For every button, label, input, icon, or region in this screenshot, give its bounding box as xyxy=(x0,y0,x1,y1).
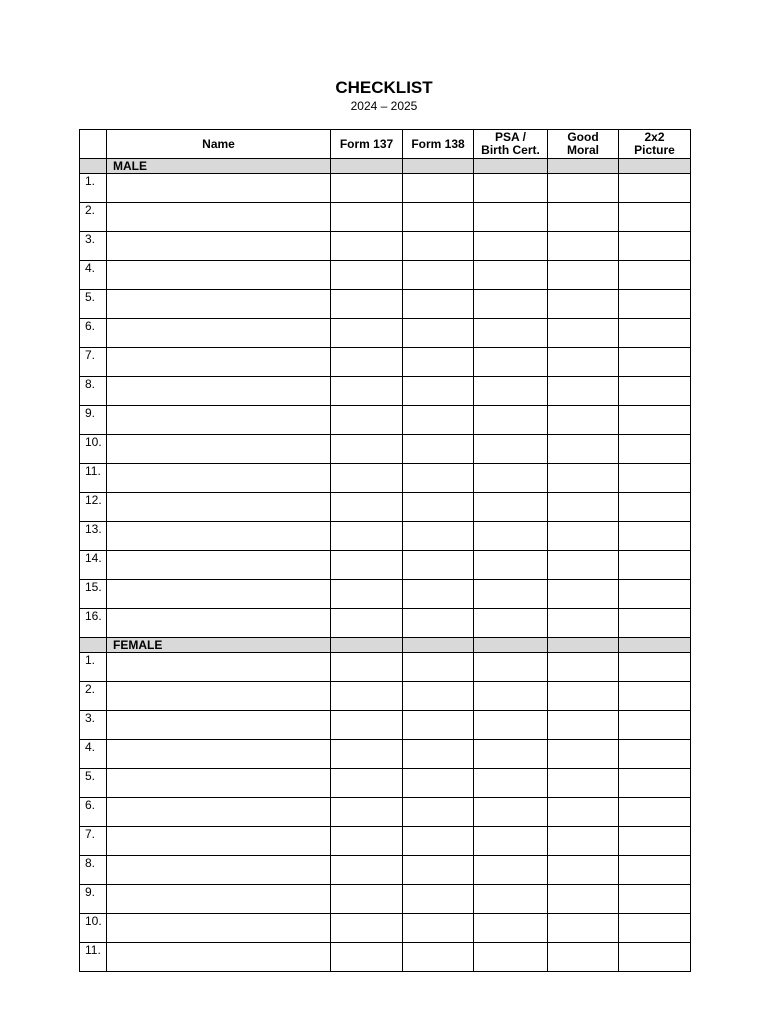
section-label: MALE xyxy=(107,159,331,174)
form137-cell xyxy=(331,914,403,943)
table-row xyxy=(80,261,691,290)
psa-cell xyxy=(474,232,548,261)
col-header-picture xyxy=(619,130,691,159)
section-header-cell xyxy=(403,638,474,653)
psa-cell xyxy=(474,348,548,377)
table-row xyxy=(80,827,691,856)
row-number: 6. xyxy=(80,319,107,348)
form138-cell xyxy=(403,290,474,319)
row-number: 9. xyxy=(80,406,107,435)
row-number: 1. xyxy=(80,653,107,682)
psa-cell xyxy=(474,856,548,885)
form137-cell xyxy=(331,232,403,261)
form138-cell xyxy=(403,798,474,827)
name-cell xyxy=(107,493,331,522)
good-moral-cell xyxy=(548,174,619,203)
form138-cell xyxy=(403,711,474,740)
name-cell xyxy=(107,609,331,638)
section-header-cell xyxy=(548,159,619,174)
row-number: 4. xyxy=(80,261,107,290)
form138-cell xyxy=(403,203,474,232)
section-header-cell xyxy=(548,638,619,653)
form137-cell xyxy=(331,885,403,914)
table-row xyxy=(80,914,691,943)
form137-cell xyxy=(331,682,403,711)
name-cell xyxy=(107,885,331,914)
form138-cell xyxy=(403,653,474,682)
picture-cell xyxy=(619,580,691,609)
psa-cell xyxy=(474,493,548,522)
form138-cell xyxy=(403,856,474,885)
row-number: 2. xyxy=(80,682,107,711)
table-row xyxy=(80,740,691,769)
good-moral-cell xyxy=(548,827,619,856)
psa-cell xyxy=(474,435,548,464)
picture-cell xyxy=(619,609,691,638)
table-row xyxy=(80,232,691,261)
good-moral-cell xyxy=(548,232,619,261)
table-row xyxy=(80,769,691,798)
form137-cell xyxy=(331,769,403,798)
section-header-cell xyxy=(331,159,403,174)
picture-cell xyxy=(619,740,691,769)
good-moral-cell xyxy=(548,377,619,406)
good-moral-cell xyxy=(548,682,619,711)
col-header-psa-line2: Birth Cert. xyxy=(481,143,540,157)
good-moral-cell xyxy=(548,769,619,798)
psa-cell xyxy=(474,464,548,493)
row-number: 11. xyxy=(80,943,107,972)
psa-cell xyxy=(474,740,548,769)
good-moral-cell xyxy=(548,551,619,580)
table-row xyxy=(80,406,691,435)
row-number: 5. xyxy=(80,290,107,319)
row-number: 7. xyxy=(80,348,107,377)
name-cell xyxy=(107,174,331,203)
picture-cell xyxy=(619,319,691,348)
section-header-cell xyxy=(474,159,548,174)
psa-cell xyxy=(474,711,548,740)
good-moral-cell xyxy=(548,740,619,769)
table-row xyxy=(80,682,691,711)
psa-cell xyxy=(474,580,548,609)
row-number: 3. xyxy=(80,232,107,261)
form138-cell xyxy=(403,493,474,522)
col-header-name: Name xyxy=(107,130,331,159)
col-header-picture-line2: Picture xyxy=(634,143,675,157)
form138-cell xyxy=(403,435,474,464)
form138-cell xyxy=(403,885,474,914)
table-row xyxy=(80,290,691,319)
form137-cell xyxy=(331,406,403,435)
table-row xyxy=(80,464,691,493)
picture-cell xyxy=(619,348,691,377)
name-cell xyxy=(107,914,331,943)
name-cell xyxy=(107,580,331,609)
good-moral-cell xyxy=(548,493,619,522)
form137-cell xyxy=(331,827,403,856)
table-row xyxy=(80,885,691,914)
table-row xyxy=(80,943,691,972)
row-number: 16. xyxy=(80,609,107,638)
good-moral-cell xyxy=(548,406,619,435)
psa-cell xyxy=(474,682,548,711)
psa-cell xyxy=(474,885,548,914)
name-cell xyxy=(107,232,331,261)
form138-cell xyxy=(403,232,474,261)
good-moral-cell xyxy=(548,943,619,972)
name-cell xyxy=(107,464,331,493)
name-cell xyxy=(107,522,331,551)
name-cell xyxy=(107,856,331,885)
picture-cell xyxy=(619,290,691,319)
table-row xyxy=(80,609,691,638)
good-moral-cell xyxy=(548,464,619,493)
name-cell xyxy=(107,827,331,856)
psa-cell xyxy=(474,943,548,972)
name-cell xyxy=(107,798,331,827)
table-row xyxy=(80,580,691,609)
form138-cell xyxy=(403,522,474,551)
picture-cell xyxy=(619,798,691,827)
row-number: 7. xyxy=(80,827,107,856)
form137-cell xyxy=(331,798,403,827)
form137-cell xyxy=(331,493,403,522)
form137-cell xyxy=(331,609,403,638)
form138-cell xyxy=(403,348,474,377)
section-header-female xyxy=(80,638,691,653)
form138-cell xyxy=(403,740,474,769)
picture-cell xyxy=(619,493,691,522)
form137-cell xyxy=(331,203,403,232)
form137-cell xyxy=(331,856,403,885)
picture-cell xyxy=(619,522,691,551)
name-cell xyxy=(107,319,331,348)
form138-cell xyxy=(403,174,474,203)
row-number: 11. xyxy=(80,464,107,493)
good-moral-cell xyxy=(548,914,619,943)
picture-cell xyxy=(619,943,691,972)
table-row xyxy=(80,856,691,885)
form138-cell xyxy=(403,551,474,580)
picture-cell xyxy=(619,377,691,406)
psa-cell xyxy=(474,406,548,435)
row-number: 14. xyxy=(80,551,107,580)
picture-cell xyxy=(619,711,691,740)
row-number: 9. xyxy=(80,885,107,914)
row-number: 2. xyxy=(80,203,107,232)
form137-cell xyxy=(331,435,403,464)
picture-cell xyxy=(619,914,691,943)
table-row xyxy=(80,493,691,522)
row-number: 12. xyxy=(80,493,107,522)
picture-cell xyxy=(619,682,691,711)
picture-cell xyxy=(619,174,691,203)
form137-cell xyxy=(331,653,403,682)
name-cell xyxy=(107,943,331,972)
row-number: 10. xyxy=(80,914,107,943)
psa-cell xyxy=(474,377,548,406)
section-label: FEMALE xyxy=(107,638,331,653)
row-number: 4. xyxy=(80,740,107,769)
form137-cell xyxy=(331,464,403,493)
form138-cell xyxy=(403,464,474,493)
good-moral-cell xyxy=(548,348,619,377)
col-header-picture-line1: 2x2 xyxy=(644,130,665,144)
col-header-psa xyxy=(474,130,548,159)
col-header-psa-line1: PSA / xyxy=(495,130,526,144)
table-row xyxy=(80,551,691,580)
picture-cell xyxy=(619,653,691,682)
good-moral-cell xyxy=(548,653,619,682)
form138-cell xyxy=(403,682,474,711)
good-moral-cell xyxy=(548,798,619,827)
psa-cell xyxy=(474,522,548,551)
name-cell xyxy=(107,406,331,435)
name-cell xyxy=(107,203,331,232)
row-number: 8. xyxy=(80,377,107,406)
picture-cell xyxy=(619,769,691,798)
good-moral-cell xyxy=(548,435,619,464)
psa-cell xyxy=(474,769,548,798)
col-header-form137: Form 137 xyxy=(331,130,403,159)
psa-cell xyxy=(474,609,548,638)
picture-cell xyxy=(619,435,691,464)
form137-cell xyxy=(331,943,403,972)
form137-cell xyxy=(331,348,403,377)
form138-cell xyxy=(403,261,474,290)
name-cell xyxy=(107,348,331,377)
psa-cell xyxy=(474,203,548,232)
form138-cell xyxy=(403,377,474,406)
row-number: 13. xyxy=(80,522,107,551)
good-moral-cell xyxy=(548,885,619,914)
good-moral-cell xyxy=(548,319,619,348)
good-moral-cell xyxy=(548,261,619,290)
name-cell xyxy=(107,551,331,580)
row-number: 3. xyxy=(80,711,107,740)
checklist-table xyxy=(79,129,691,972)
table-row xyxy=(80,522,691,551)
name-cell xyxy=(107,653,331,682)
psa-cell xyxy=(474,653,548,682)
row-number: 8. xyxy=(80,856,107,885)
form137-cell xyxy=(331,261,403,290)
col-header-number xyxy=(80,130,107,159)
table-row xyxy=(80,319,691,348)
document-title: CHECKLIST xyxy=(335,78,433,97)
row-number: 10. xyxy=(80,435,107,464)
picture-cell xyxy=(619,885,691,914)
name-cell xyxy=(107,682,331,711)
name-cell xyxy=(107,769,331,798)
form137-cell xyxy=(331,580,403,609)
psa-cell xyxy=(474,798,548,827)
good-moral-cell xyxy=(548,522,619,551)
picture-cell xyxy=(619,232,691,261)
table-row xyxy=(80,798,691,827)
form138-cell xyxy=(403,609,474,638)
form138-cell xyxy=(403,580,474,609)
row-number: 5. xyxy=(80,769,107,798)
form138-cell xyxy=(403,943,474,972)
name-cell xyxy=(107,377,331,406)
name-cell xyxy=(107,711,331,740)
form137-cell xyxy=(331,377,403,406)
header-row xyxy=(80,130,691,159)
form138-cell xyxy=(403,769,474,798)
row-number: 1. xyxy=(80,174,107,203)
name-cell xyxy=(107,435,331,464)
section-header-cell xyxy=(619,159,691,174)
form137-cell xyxy=(331,740,403,769)
table-row xyxy=(80,174,691,203)
col-header-good-moral xyxy=(548,130,619,159)
form137-cell xyxy=(331,522,403,551)
picture-cell xyxy=(619,203,691,232)
good-moral-cell xyxy=(548,580,619,609)
good-moral-cell xyxy=(548,711,619,740)
section-header-cell xyxy=(619,638,691,653)
form137-cell xyxy=(331,319,403,348)
good-moral-cell xyxy=(548,609,619,638)
form138-cell xyxy=(403,827,474,856)
good-moral-cell xyxy=(548,856,619,885)
form137-cell xyxy=(331,290,403,319)
table-row xyxy=(80,348,691,377)
section-header-cell xyxy=(403,159,474,174)
col-header-form138: Form 138 xyxy=(403,130,474,159)
name-cell xyxy=(107,290,331,319)
table-row xyxy=(80,653,691,682)
picture-cell xyxy=(619,551,691,580)
picture-cell xyxy=(619,464,691,493)
school-year: 2024 – 2025 xyxy=(350,99,418,113)
psa-cell xyxy=(474,319,548,348)
form137-cell xyxy=(331,174,403,203)
psa-cell xyxy=(474,551,548,580)
section-header-cell xyxy=(474,638,548,653)
picture-cell xyxy=(619,406,691,435)
form138-cell xyxy=(403,914,474,943)
psa-cell xyxy=(474,827,548,856)
form137-cell xyxy=(331,551,403,580)
psa-cell xyxy=(474,914,548,943)
table-row xyxy=(80,711,691,740)
good-moral-cell xyxy=(548,203,619,232)
table-row xyxy=(80,203,691,232)
psa-cell xyxy=(474,290,548,319)
name-cell xyxy=(107,261,331,290)
section-header-cell xyxy=(80,638,107,653)
psa-cell xyxy=(474,261,548,290)
section-header-cell xyxy=(80,159,107,174)
row-number: 15. xyxy=(80,580,107,609)
section-header-cell xyxy=(331,638,403,653)
row-number: 6. xyxy=(80,798,107,827)
picture-cell xyxy=(619,856,691,885)
good-moral-cell xyxy=(548,290,619,319)
section-header-male xyxy=(80,159,691,174)
col-header-good-moral-line1: Good xyxy=(567,130,599,144)
form137-cell xyxy=(331,711,403,740)
table-row xyxy=(80,377,691,406)
picture-cell xyxy=(619,827,691,856)
psa-cell xyxy=(474,174,548,203)
form138-cell xyxy=(403,319,474,348)
picture-cell xyxy=(619,261,691,290)
checklist-body xyxy=(80,159,691,972)
form138-cell xyxy=(403,406,474,435)
table-row xyxy=(80,435,691,464)
col-header-good-moral-line2: Moral xyxy=(566,143,599,157)
name-cell xyxy=(107,740,331,769)
